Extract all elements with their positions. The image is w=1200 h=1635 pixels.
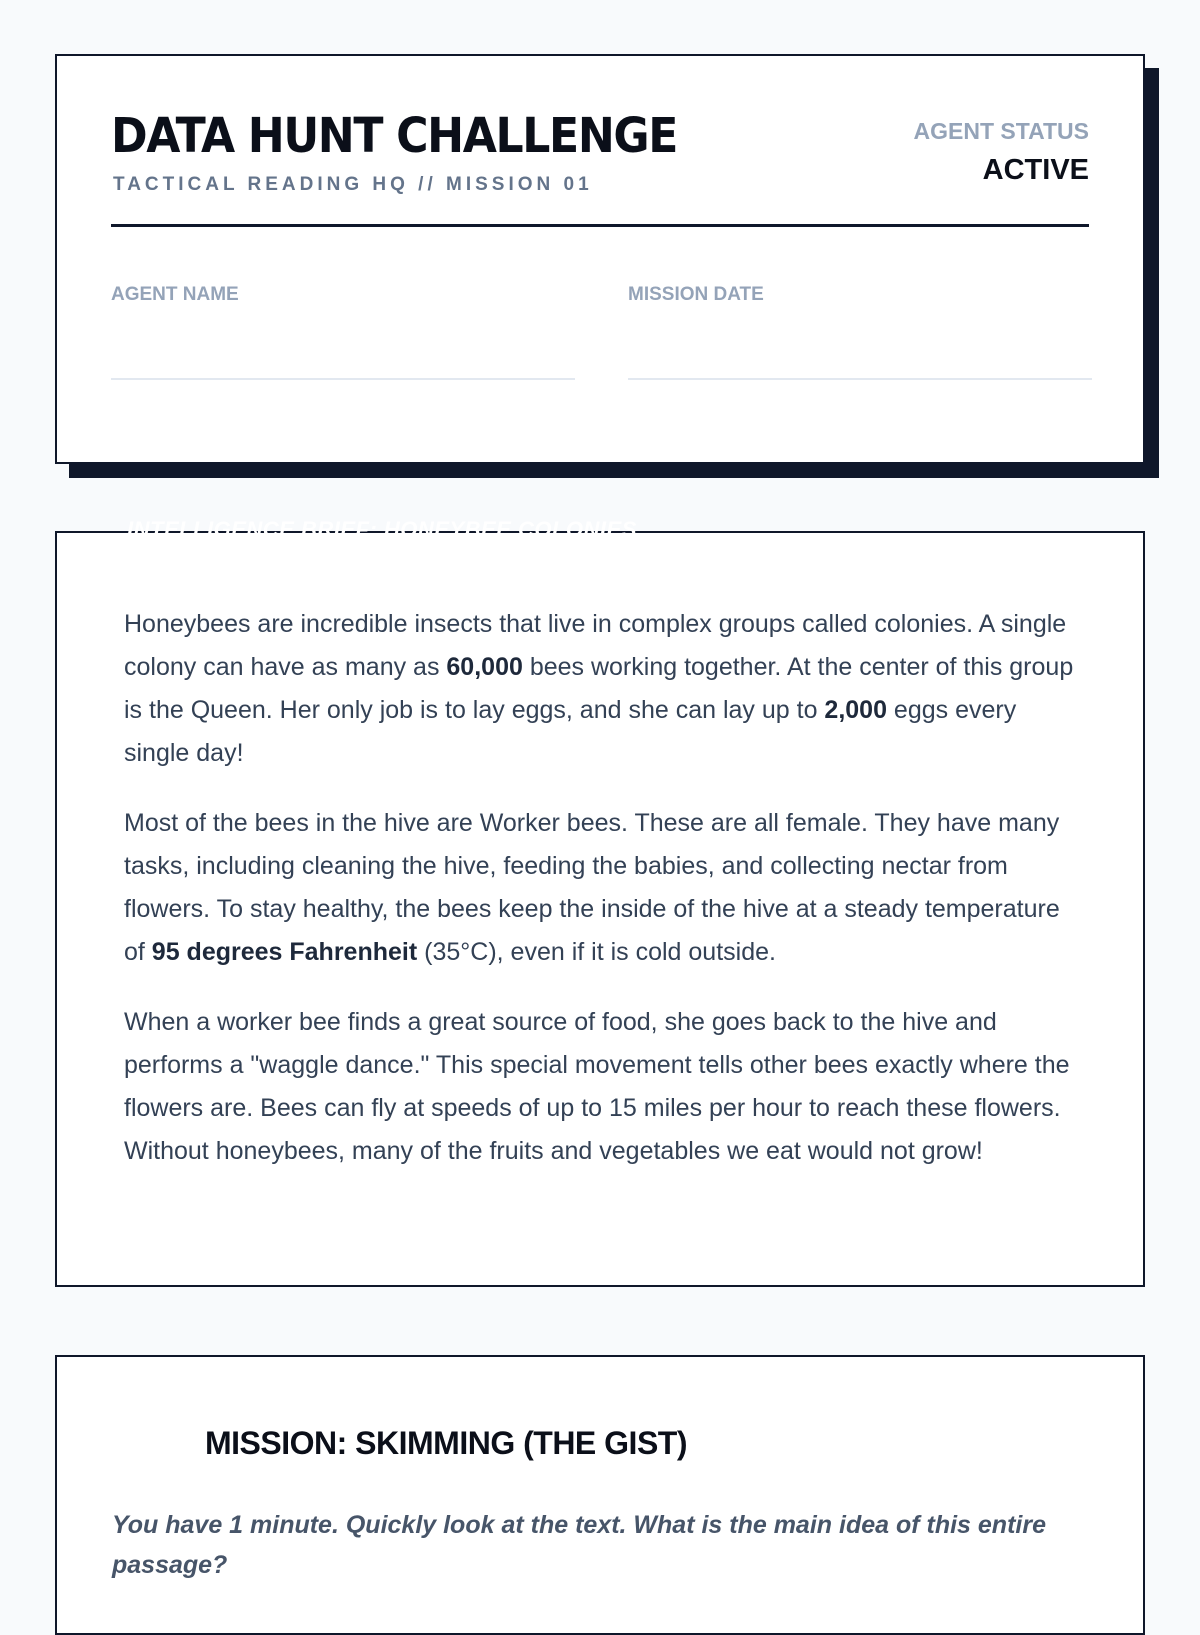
brief-text: bees working together. At the center of this group is the Queen. Her only job is to lay eggs, and she can lay up to <box>124 653 1074 724</box>
brief-paragraph <box>124 1001 1084 1173</box>
agent-name-field[interactable] <box>111 378 575 380</box>
mission-date-field[interactable] <box>628 378 1092 380</box>
intelligence-brief-card <box>55 517 1145 1287</box>
brief-key-figure: 60,000 <box>446 653 523 681</box>
brief-text: Honeybees are incredible insects that live in complex groups called colonies. A single colony can have as many as <box>124 610 1067 681</box>
brief-body <box>124 603 1084 1200</box>
brief-text: Most of the bees in the hive are Worker bees. These are all female. They have many tasks, including cleaning the hive, feeding the babies, and collecting nectar from flowers. To stay healthy, the bees keep the inside of the hive at a steady temperature of <box>124 809 1060 966</box>
header-card <box>55 54 1145 464</box>
agent-status-value: ACTIVE <box>982 154 1089 186</box>
brief-key-figure: 2,000 <box>824 696 887 724</box>
header-divider <box>111 224 1089 227</box>
brief-paragraph <box>124 802 1084 974</box>
mission-title: MISSION: SKIMMING (THE GIST) <box>205 1425 687 1461</box>
mission-card <box>55 1355 1145 1635</box>
agent-name-label: AGENT NAME <box>111 284 239 305</box>
brief-tab-label: INTELLIGENCE BRIEF: HONEYBEE COLONIES <box>127 517 637 542</box>
agent-status-label: AGENT STATUS <box>913 118 1089 144</box>
brief-text: eggs every single day! <box>124 696 1017 767</box>
brief-paragraph <box>124 603 1084 775</box>
mission-date-label: MISSION DATE <box>628 284 764 305</box>
brief-text: (35°C), even if it is cold outside. <box>417 938 776 966</box>
mission-instructions: You have 1 minute. Quickly look at the text. What is the main idea of this entire passage? <box>112 1511 1046 1579</box>
page-title: DATA HUNT CHALLENGE <box>111 108 678 164</box>
brief-key-figure: 95 degrees Fahrenheit <box>151 938 418 966</box>
brief-text: When a worker bee finds a great source of food, she goes back to the hive and performs a "waggle dance." This special movement tells other bees exactly where the flowers are. Bees can fly at speeds of up to 15 miles per hour to reach these flowers. Without honeybees, many of the fruits and vegetables we eat would not grow! <box>124 1008 1070 1165</box>
page-subtitle: TACTICAL READING HQ // MISSION 01 <box>113 174 593 195</box>
